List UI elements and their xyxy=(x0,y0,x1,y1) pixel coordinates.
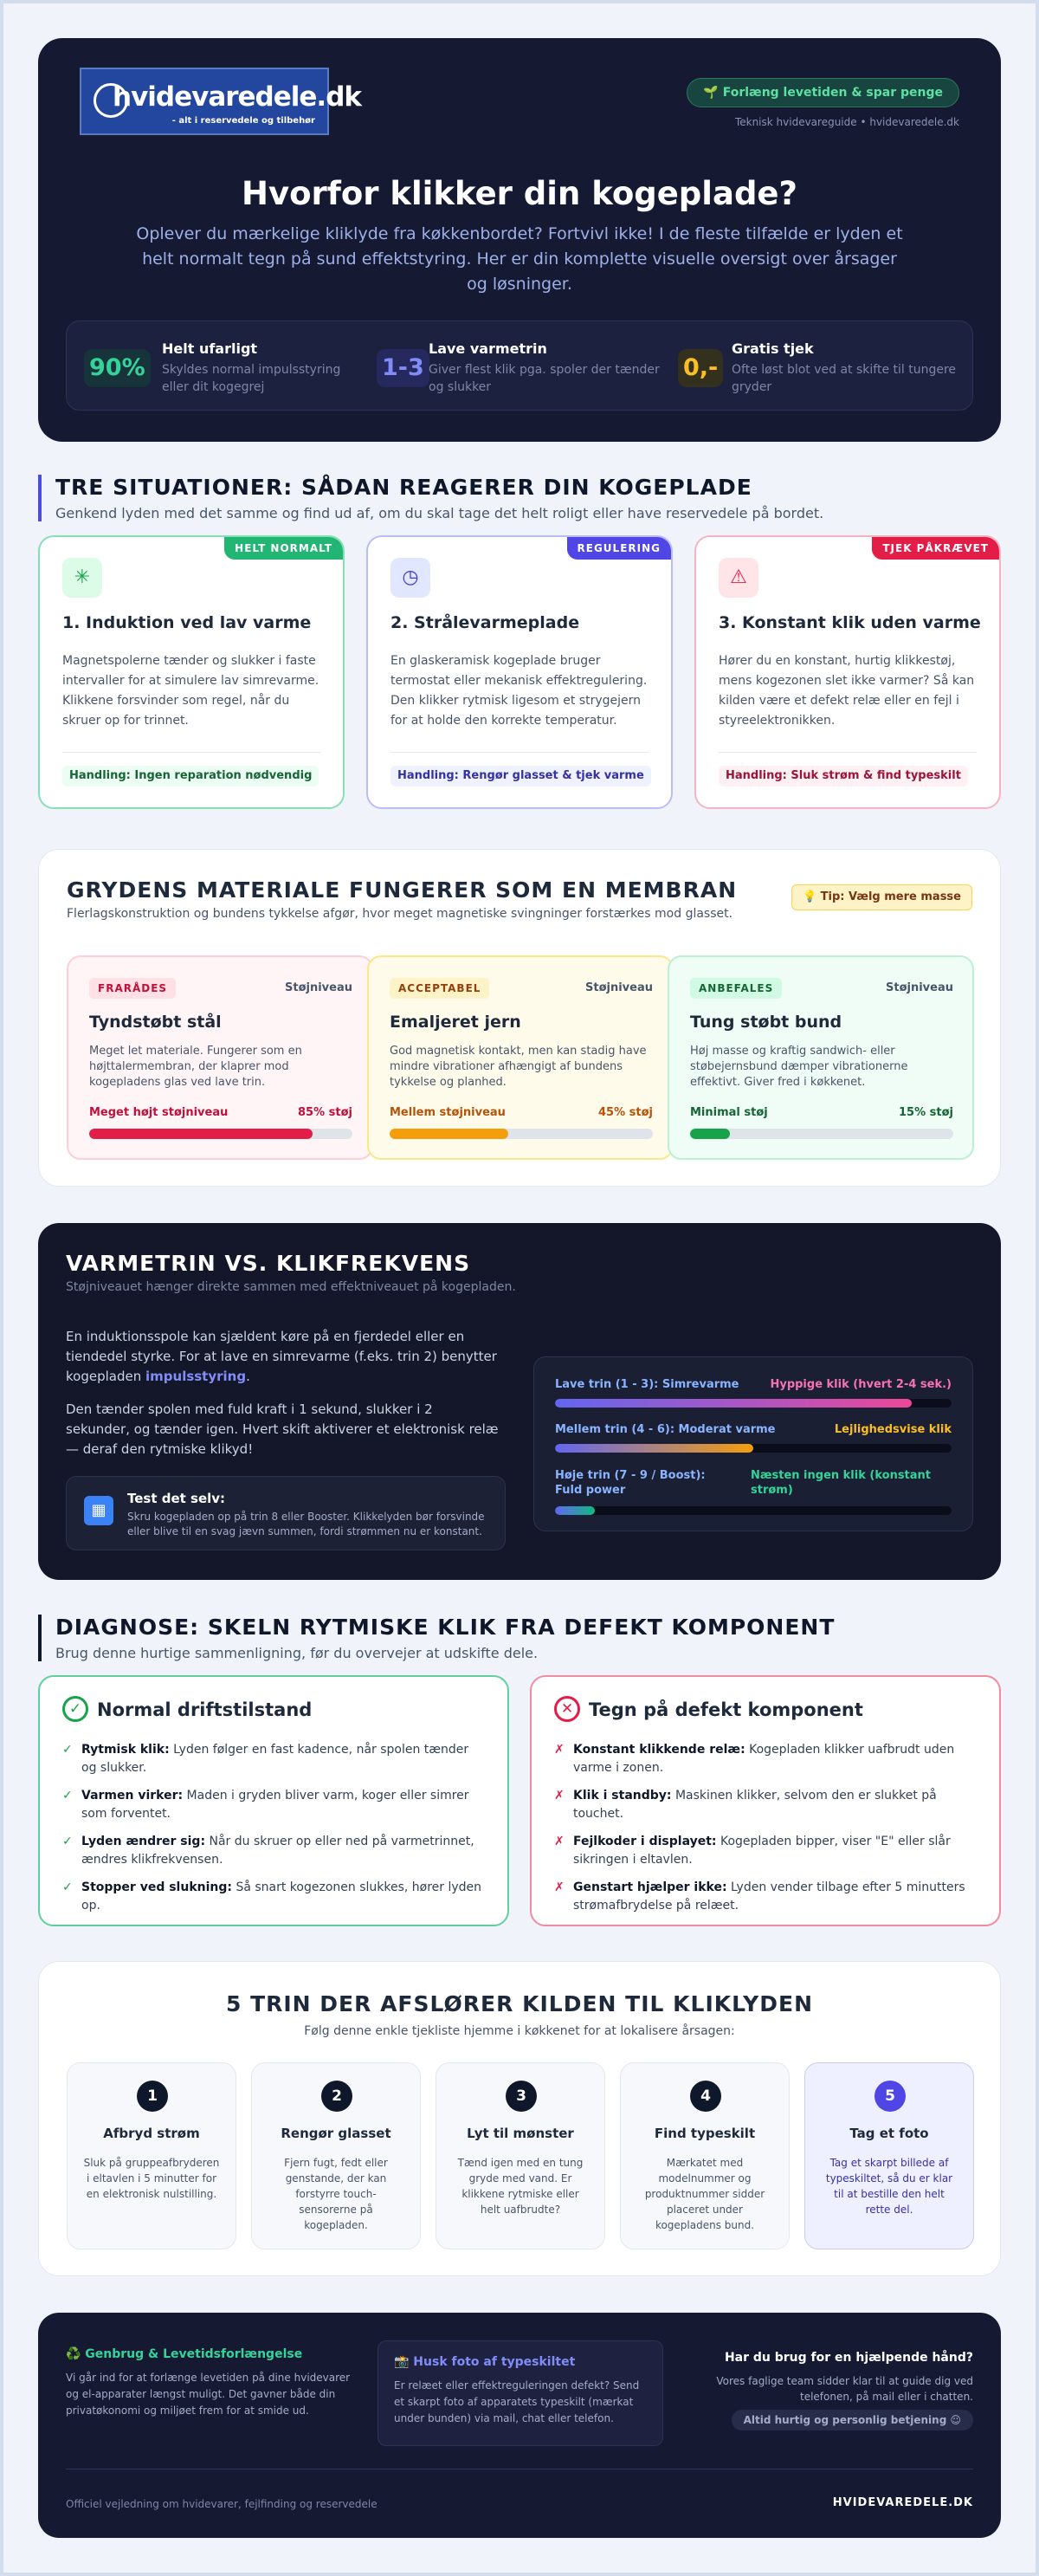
card-action: Handling: Sluk strøm & find typeskilt xyxy=(719,766,968,786)
card-title: 3. Konstant klik uden varme xyxy=(719,613,981,632)
material-title: Tyndstøbt stål xyxy=(89,1013,222,1032)
list-item: ✓ Lyden ændrer sig: Når du skruer op eller ned på varmetrinnet, ændres klikfrekvensen. xyxy=(62,1835,474,1867)
materials-section xyxy=(38,849,1001,1187)
step-number: 2 xyxy=(321,2081,352,2112)
situation-card xyxy=(38,535,345,809)
status-badge: HELT NORMALT xyxy=(224,537,343,560)
section-title: GRYDENS MATERIALE FUNGERER SOM EN MEMBRAN xyxy=(67,877,738,903)
card-text: En glaskeramisk kogeplade bruger termostat eller mekanisk effektregulering. Den klikker rytmisk ligesom et strygejern for at holde den korrekte temperatur. xyxy=(390,654,648,728)
list-item: ✗ Klik i standby: Maskinen klikker, selvom den er slukket på touchet. xyxy=(554,1789,937,1821)
card-text: Hører du en konstant, hurtig klikkestøj, mens kogezonen slet ikke varmer? Så kan kilden være et defekt relæ eller en fejl i styreelektronikken. xyxy=(719,654,975,728)
card-title: Tegn på defekt komponent xyxy=(589,1699,863,1720)
section-subtitle: Genkend lyden med det samme og find ud af, om du skal tage det helt roligt eller have reservedele på bordet. xyxy=(55,505,824,521)
material-card xyxy=(367,955,674,1160)
step-title: Afbryd strøm xyxy=(103,2126,200,2141)
stat-item xyxy=(84,340,370,392)
heat-paragraph: En induktionsspole kan sjældent køre på en fjerdedel eller en tiendedel styrke. For at lave en simrevarme (f.eks. trin 2) benytter kogepladen impulsstyring. xyxy=(66,1329,497,1384)
section-title: DIAGNOSE: SKELN RYTMISKE KLIK FRA DEFEKT KOMPONENT xyxy=(55,1615,836,1640)
steps-section xyxy=(38,1961,1001,2276)
footer-title: 📸 Husk foto af typeskiltet xyxy=(394,2355,576,2369)
frequency-row xyxy=(534,1468,972,1520)
situations-section xyxy=(38,475,1001,812)
footer-title: ♻️ Genbrug & Levetidsforlængelse xyxy=(66,2347,303,2361)
step-number: 1 xyxy=(137,2081,168,2112)
frequency-result: Lejlighedsvise klik xyxy=(834,1423,952,1436)
material-card xyxy=(67,955,373,1160)
normal-state-card xyxy=(38,1675,509,1926)
noise-label: Støjniveau xyxy=(886,981,953,994)
list-item: ✗ Fejlkoder i displayet: Kogepladen bipper, viser "E" eller slår sikringen i eltavlen. xyxy=(554,1835,951,1867)
photo-tip-box xyxy=(378,2340,663,2446)
section-header xyxy=(38,475,823,521)
step-number: 4 xyxy=(690,2081,721,2112)
status-badge: TJEK PÅKRÆVET xyxy=(872,537,999,560)
step-number: 5 xyxy=(874,2081,906,2112)
step-title: Lyt til mønster xyxy=(467,2126,574,2141)
step-card xyxy=(620,2062,790,2249)
test-text: Skru kogepladen op på trin 8 eller Booster. Klikkelyden bør forsvinde eller blive til en svag jævn summen, fordi strømmen nu er konstant. xyxy=(127,1511,485,1537)
list-item: ✓ Rytmisk klik: Lyden følger en fast kadence, når spolen tænder og slukker. xyxy=(62,1743,469,1775)
warning-icon: ⚠ xyxy=(719,558,758,598)
list-item: ✓ Stopper ved slukning: Så snart kogezonen slukkes, hører lyden op. xyxy=(62,1880,482,1913)
noise-level: Minimal støj xyxy=(690,1106,768,1119)
list-item: ✓ Varmen virker: Maden i gryden bliver varm, koger eller simrer som forventet. xyxy=(62,1789,469,1821)
card-title: Normal driftstilstand xyxy=(97,1699,313,1720)
frequency-bar xyxy=(555,1444,753,1453)
material-text: God magnetisk kontakt, men kan stadig have mindre vibrationer afhængigt af bundens tykkelse og planhed. xyxy=(390,1045,647,1089)
frequency-label: Høje trin (7 - 9 / Boost): Fuld power xyxy=(555,1469,706,1497)
step-card xyxy=(804,2062,974,2249)
section-subtitle: Følg denne enkle tjekliste hjemme i køkkenet for at lokalisere årsagen: xyxy=(304,2024,735,2038)
material-text: Meget let materiale. Fungerer som en højttalermembran, der klaprer mod kogepladens glas ved lave trin. xyxy=(89,1045,302,1089)
material-tag: ACCEPTABEL xyxy=(390,978,489,999)
footer-text: Vi går ind for at forlænge levetiden på dine hvidevarer og el-apparater længst muligt. Det gavner både din privatøkonomi og miljøet frem for at smide ud. xyxy=(66,2372,351,2417)
noise-bar-fill xyxy=(89,1129,313,1139)
frequency-result: Hyppige klik (hvert 2-4 sek.) xyxy=(770,1378,952,1391)
footer-note: Officiel vejledning om hvidevarer, fejlfinding og reservedele xyxy=(66,2498,378,2510)
control-icon: ▦ xyxy=(84,1496,113,1525)
situation-card xyxy=(366,535,673,809)
stat-number: 1-3 xyxy=(377,349,429,387)
noise-bar-fill xyxy=(690,1129,730,1139)
noise-bar-fill xyxy=(390,1129,508,1139)
card-title: 2. Strålevarmeplade xyxy=(390,613,580,632)
material-card xyxy=(668,955,974,1160)
material-title: Tung støbt bund xyxy=(690,1013,842,1032)
section-subtitle: Flerlagskonstruktion og bundens tykkelse afgør, hvor meget magnetiske svingninger forstærkes mod glasset. xyxy=(67,907,733,921)
frequency-result: Næsten ingen klik (konstant strøm) xyxy=(751,1469,932,1497)
material-tag: FRARÅDES xyxy=(89,978,176,999)
section-subtitle: Brug denne hurtige sammenligning, før du overvejer at udskifte dele. xyxy=(55,1645,539,1661)
hero-pill: 🌱 Forlæng levetiden & spar penge xyxy=(687,78,959,107)
noise-bar xyxy=(690,1129,953,1139)
support-pill[interactable]: Altid hurtig og personlig betjening ☺ xyxy=(732,2410,973,2430)
step-title: Find typeskilt xyxy=(654,2126,756,2141)
step-title: Tag et foto xyxy=(849,2126,929,2141)
stat-desc: Skyldes normal impulsstyring eller dit kogegrej xyxy=(162,363,341,394)
hero-panel xyxy=(38,38,1001,442)
test-title: Test det selv: xyxy=(127,1491,226,1506)
stat-desc: Giver flest klik pga. spoler der tænder og slukker xyxy=(429,363,660,394)
defect-card xyxy=(530,1675,1001,1926)
status-badge: REGULERING xyxy=(567,537,671,560)
frequency-row xyxy=(534,1423,972,1449)
material-text: Høj masse og kraftig sandwich- eller støbejernsbund dæmper vibrationerne effektivt. Giver fred i køkkenet. xyxy=(690,1045,908,1089)
card-action: Handling: Ingen reparation nødvendig xyxy=(62,766,319,786)
stat-number: 90% xyxy=(84,349,151,387)
section-subtitle: Støjniveauet hænger direkte sammen med effektniveauet på kogepladen. xyxy=(66,1280,516,1294)
noise-label: Støjniveau xyxy=(285,981,352,994)
frequency-label: Lave trin (1 - 3): Simrevarme xyxy=(555,1378,739,1391)
step-text: Tag et skarpt billede af typeskiltet, så du er klar til at bestille den helt rette del. xyxy=(825,2157,953,2216)
stat-item xyxy=(678,340,964,392)
step-text: Fjern fugt, fedt eller genstande, der kan forstyrre touch-sensorerne på kogepladen. xyxy=(284,2157,388,2231)
step-card xyxy=(251,2062,421,2249)
footer-brand[interactable]: HVIDEVAREDELE.DK xyxy=(832,2496,973,2509)
page-title: Hvorfor klikker din kogeplade? xyxy=(242,175,797,212)
check-icon: ✓ xyxy=(62,1696,88,1722)
hero-subline: Teknisk hvidevareguide • hvidevaredele.dk xyxy=(734,116,959,128)
step-card xyxy=(436,2062,605,2249)
noise-level: Mellem støjniveau xyxy=(390,1106,506,1119)
situation-card xyxy=(694,535,1001,809)
material-title: Emaljeret jern xyxy=(390,1013,521,1032)
logo-tagline: - alt i reservedele og tilbehør xyxy=(171,116,315,126)
noise-percent: 15% støj xyxy=(899,1106,953,1119)
noise-bar xyxy=(89,1129,352,1139)
tip-badge: 💡 Tip: Vælg mere masse xyxy=(791,884,972,910)
step-text: Mærkatet med modelnummer og produktnummer sidder placeret under kogepladens bund. xyxy=(644,2157,765,2231)
hero-lead: Oplever du mærkelige kliklyde fra køkkenbordet? Fortvivl ikke! I de fleste tilfælde er lyden et helt normalt tegn på sund effektstyring. Her er din komplette visuelle oversigt over årsager og løsninger. xyxy=(136,224,903,294)
logo-name: hvidevaredele.dk xyxy=(113,81,362,113)
section-title: TRE SITUATIONER: SÅDAN REAGERER DIN KOGEPLADE xyxy=(55,475,752,500)
stat-desc: Ofte løst blot ved at skifte til tungere gryder xyxy=(732,363,957,394)
section-title: VARMETRIN VS. KLIKFREKVENS xyxy=(66,1251,471,1276)
stat-title: Helt ufarligt xyxy=(162,340,258,357)
stats-bar xyxy=(66,320,973,411)
frequency-bar xyxy=(555,1506,595,1515)
frequency-row xyxy=(534,1378,972,1404)
frequency-bar xyxy=(555,1399,912,1408)
footer xyxy=(38,2313,1001,2538)
x-circle-icon: ✕ xyxy=(554,1696,580,1722)
stat-number: 0,- xyxy=(678,349,723,387)
footer-text: Vores faglige team sidder klar til at guide dig ved telefonen, på mail eller i chatten. xyxy=(716,2375,973,2403)
stat-title: Gratis tjek xyxy=(732,340,814,357)
sparkle-icon: ✳ xyxy=(62,558,102,598)
material-tag: ANBEFALES xyxy=(690,978,782,999)
card-text: Magnetspolerne tænder og slukker i faste intervaller for at simulere lav simrevarme. Klikkene forsvinder som regel, når du skruer op for trinnet. xyxy=(62,654,319,728)
step-text: Sluk på gruppeafbryderen i eltavlen i 5 minutter for en elektronisk nulstilling. xyxy=(83,2157,220,2200)
noise-label: Støjniveau xyxy=(585,981,653,994)
section-header xyxy=(38,1615,835,1661)
clock-icon: ◷ xyxy=(390,558,430,598)
step-title: Rengør glasset xyxy=(281,2126,391,2141)
card-title: 1. Induktion ved lav varme xyxy=(62,613,312,632)
frequency-label: Mellem trin (4 - 6): Moderat varme xyxy=(555,1423,776,1436)
stat-item xyxy=(377,340,671,392)
step-text: Tænd igen med en tung gryde med vand. Er klikkene rytmiske eller helt uafbrudte? xyxy=(457,2157,584,2216)
section-title: 5 TRIN DER AFSLØRER KILDEN TIL KLIKLYDEN xyxy=(225,1991,814,2016)
list-item: ✗ Konstant klikkende relæ: Kogepladen klikker uafbrudt uden varme i zonen. xyxy=(554,1743,955,1775)
card-action: Handling: Rengør glasset & tjek varme xyxy=(390,766,651,786)
step-number: 3 xyxy=(506,2081,537,2112)
list-item: ✗ Genstart hjælper ikke: Lyden vender tilbage efter 5 minutters strømafbrydelse på relæet. xyxy=(554,1880,965,1913)
noise-bar xyxy=(390,1129,653,1139)
step-card xyxy=(67,2062,236,2249)
test-box xyxy=(66,1476,506,1550)
noise-percent: 85% støj xyxy=(298,1106,352,1119)
diagnose-section xyxy=(38,1615,1001,1935)
stat-title: Lave varmetrin xyxy=(429,340,547,357)
footer-text: Er relæet eller effektreguleringen defekt? Send et skarpt foto af apparatets typeskilt (mærkat under bunden) via mail, chat eller telefon. xyxy=(394,2379,640,2424)
noise-level: Meget højt støjniveau xyxy=(89,1106,229,1119)
heat-paragraph: Den tænder spolen med fuld kraft i 1 sekund, slukker i 2 sekunder, og tænder igen. Hvert skift aktiverer et elektronisk relæ — deraf den rytmiske klikyd! xyxy=(66,1401,499,1457)
site-logo[interactable] xyxy=(80,68,362,135)
frequency-chart xyxy=(533,1356,973,1531)
footer-title: Har du brug for en hjælpende hånd? xyxy=(724,2351,973,2365)
noise-percent: 45% støj xyxy=(598,1106,653,1119)
heat-section xyxy=(38,1223,1001,1580)
